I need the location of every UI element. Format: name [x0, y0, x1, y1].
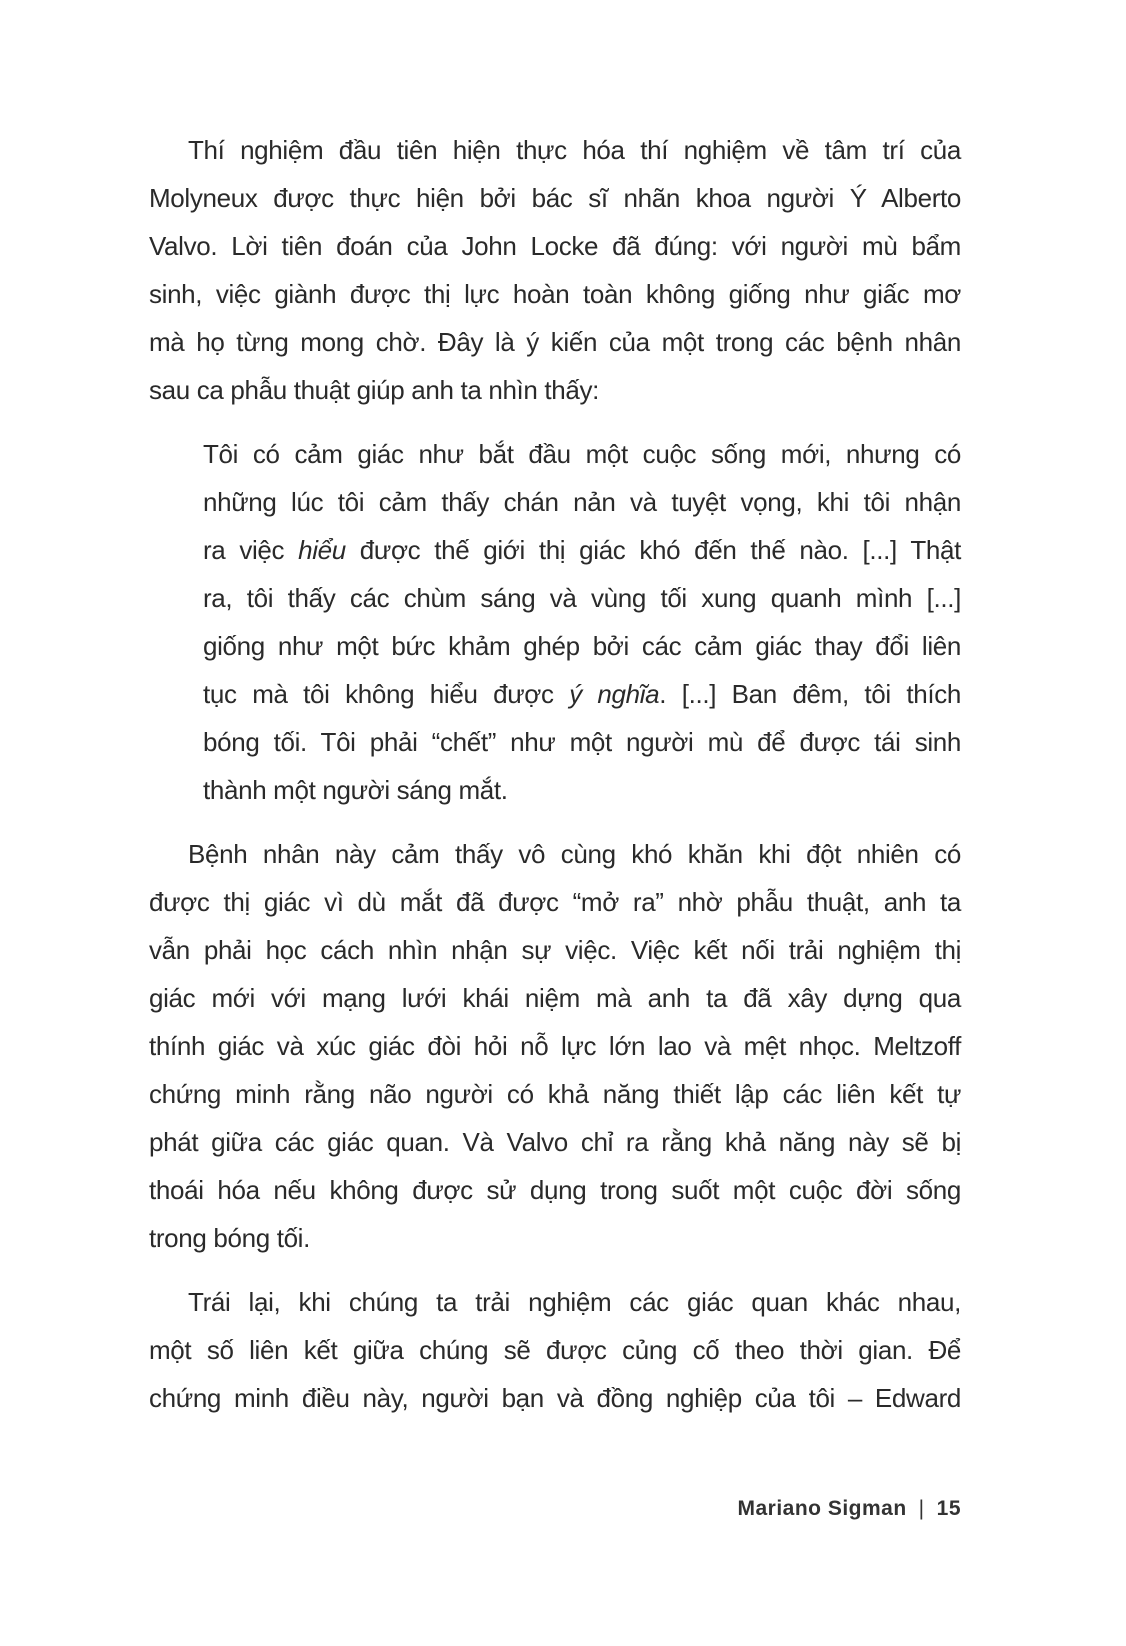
text-segment: được thế giới thị giác khó đến thế nào. [...] Thật [345, 535, 961, 565]
text-line: thính giác và xúc giác đòi hỏi nỗ lực lớn lao và mệt nhọc. Meltzoff [149, 1031, 961, 1061]
text-line: những lúc tôi cảm thấy chán nản và tuyệt vọng, khi tôi nhận [203, 487, 961, 517]
page-footer [737, 1497, 961, 1521]
text-line: Tôi có cảm giác như bắt đầu một cuộc sống mới, nhưng có [203, 439, 961, 469]
text-line: sinh, việc giành được thị lực hoàn toàn không giống như giấc mơ [149, 279, 961, 309]
text-segment: . [...] Ban đêm, tôi thích [659, 679, 961, 709]
text-line: Bệnh nhân này cảm thấy vô cùng khó khăn khi đột nhiên có [188, 839, 961, 869]
paragraph-1 [149, 126, 961, 414]
text-line: chứng minh rằng não người có khả năng thiết lập các liên kết tự [149, 1079, 961, 1109]
text-line: được thị giác vì dù mắt đã được “mở ra” nhờ phẫu thuật, anh ta [149, 887, 961, 917]
text-line [203, 670, 961, 718]
text-line [203, 526, 961, 574]
text-line: sau ca phẫu thuật giúp anh ta nhìn thấy: [149, 375, 600, 405]
text-segment: tục mà tôi không hiểu được [203, 679, 570, 709]
text-line: mà họ từng mong chờ. Đây là ý kiến của một trong các bệnh nhân [149, 327, 961, 357]
text-line: ra, tôi thấy các chùm sáng và vùng tối xung quanh mình [...] [203, 583, 961, 613]
text-line: vẫn phải học cách nhìn nhận sự việc. Việc kết nối trải nghiệm thị [149, 935, 961, 965]
italic-emphasis: ý nghĩa [569, 679, 660, 709]
text-line: giác mới với mạng lưới khái niệm mà anh ta đã xây dựng qua [149, 983, 961, 1013]
page-number: 15 [936, 1497, 961, 1520]
text-segment: ra việc [203, 535, 299, 565]
block-quote [203, 430, 961, 814]
footer-separator: | [918, 1497, 925, 1520]
paragraph-2 [149, 830, 961, 1262]
paragraph-3 [149, 1278, 961, 1422]
text-line: giống như một bức khảm ghép bởi các cảm giác thay đổi liên [203, 631, 961, 661]
text-line: Molyneux được thực hiện bởi bác sĩ nhãn khoa người Ý Alberto [149, 183, 961, 213]
text-line: một số liên kết giữa chúng sẽ được củng cố theo thời gian. Để [149, 1335, 961, 1365]
text-line: Valvo. Lời tiên đoán của John Locke đã đúng: với người mù bẩm [149, 231, 961, 261]
italic-emphasis: hiểu [298, 535, 346, 565]
footer-author: Mariano Sigman [737, 1497, 907, 1520]
text-line: trong bóng tối. [149, 1223, 310, 1253]
text-line: bóng tối. Tôi phải “chết” như một người mù để được tái sinh [203, 727, 961, 757]
text-line: thoái hóa nếu không được sử dụng trong suốt một cuộc đời sống [149, 1175, 961, 1205]
text-line: thành một người sáng mắt. [203, 775, 508, 805]
text-line: Trái lại, khi chúng ta trải nghiệm các giác quan khác nhau, [188, 1287, 961, 1317]
text-line: phát giữa các giác quan. Và Valvo chỉ ra rằng khả năng này sẽ bị [149, 1127, 961, 1157]
page-body [149, 126, 961, 1438]
text-line: chứng minh điều này, người bạn và đồng nghiệp của tôi – Edward [149, 1383, 961, 1413]
text-line: Thí nghiệm đầu tiên hiện thực hóa thí nghiệm về tâm trí của [188, 135, 961, 165]
